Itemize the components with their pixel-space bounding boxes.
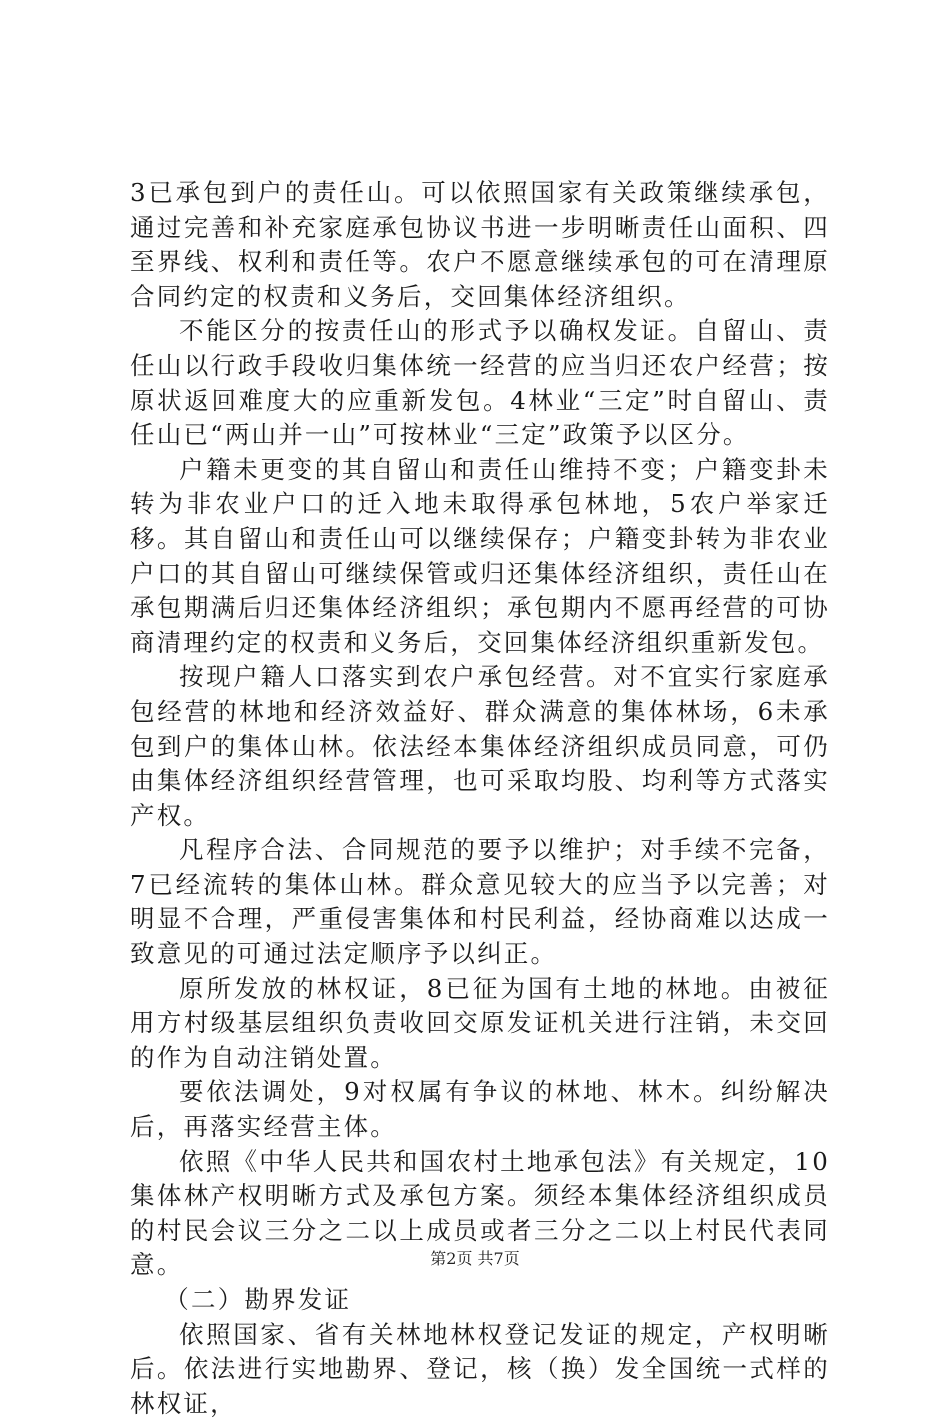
paragraph-1: 3已承包到户的责任山。可以依照国家有关政策继续承包，通过完善和补充家庭承包协议书进一步明晰责任山面积、四至界线、权利和责任等。农户不愿意继续承包的可在清理原合同约定的权责和义务后，交回集体经济组织。 <box>130 178 830 311</box>
paragraph-3: 户籍未更变的其自留山和责任山维持不变；户籍变卦未转为非农业户口的迁入地未取得承包林地，5农户举家迁移。其自留山和责任山可以继续保存；户籍变卦转为非农业户口的其自留山可继续保管或归还集体经济组织，责任山在承包期满后归还集体经济组织；承包期内不愿再经营的可协商清理约定的权责和义务后，交回集体经济组织重新发包。 <box>130 454 830 657</box>
document-body <box>130 176 830 1421</box>
paragraph-4: 按现户籍人口落实到农户承包经营。对不宜实行家庭承包经营的林地和经济效益好、群众满意的集体林场，6未承包到户的集体山林。依法经本集体经济组织成员同意，可仍由集体经济组织经营管理，也可采取均股、均利等方式落实产权。 <box>130 662 830 830</box>
paragraph-7: 要依法调处，9对权属有争议的林地、林木。纠纷解决后，再落实经营主体。 <box>130 1077 830 1142</box>
paragraph-last: 依照国家、省有关林地林权登记发证的规定，产权明晰后。依法进行实地勘界、登记，核（换）发全国统一式样的林权证， <box>130 1319 830 1418</box>
page-footer: 第2页 共7页 <box>430 1249 520 1268</box>
paragraph-2: 不能区分的按责任山的形式予以确权发证。自留山、责任山以行政手段收归集体统一经营的应当归还农户经营；按原状返回难度大的应重新发包。4林业“三定”时自留山、责任山已“两山并一山”可按林业“三定”政策予以区分。 <box>130 316 830 450</box>
paragraph-5: 凡程序合法、合同规范的要予以维护；对手续不完备，7已经流转的集体山林。群众意见较大的应当予以完善；对明显不合理，严重侵害集体和村民利益，经协商难以达成一致意见的可通过法定顺序予以纠正。 <box>130 835 830 969</box>
paragraph-8: 依照《中华人民共和国农村土地承包法》有关规定，10集体林产权明晰方式及承包方案。须经本集体经济组织成员的村民会议三分之二以上成员或者三分之二以上村民代表同意。 <box>130 1146 830 1280</box>
paragraph-6: 原所发放的林权证，8已征为国有土地的林地。由被征用方村级基层组织负责收回交原发证机关进行注销，未交回的作为自动注销处置。 <box>130 973 830 1072</box>
section-heading: （二）勘界发证 <box>164 1285 352 1314</box>
